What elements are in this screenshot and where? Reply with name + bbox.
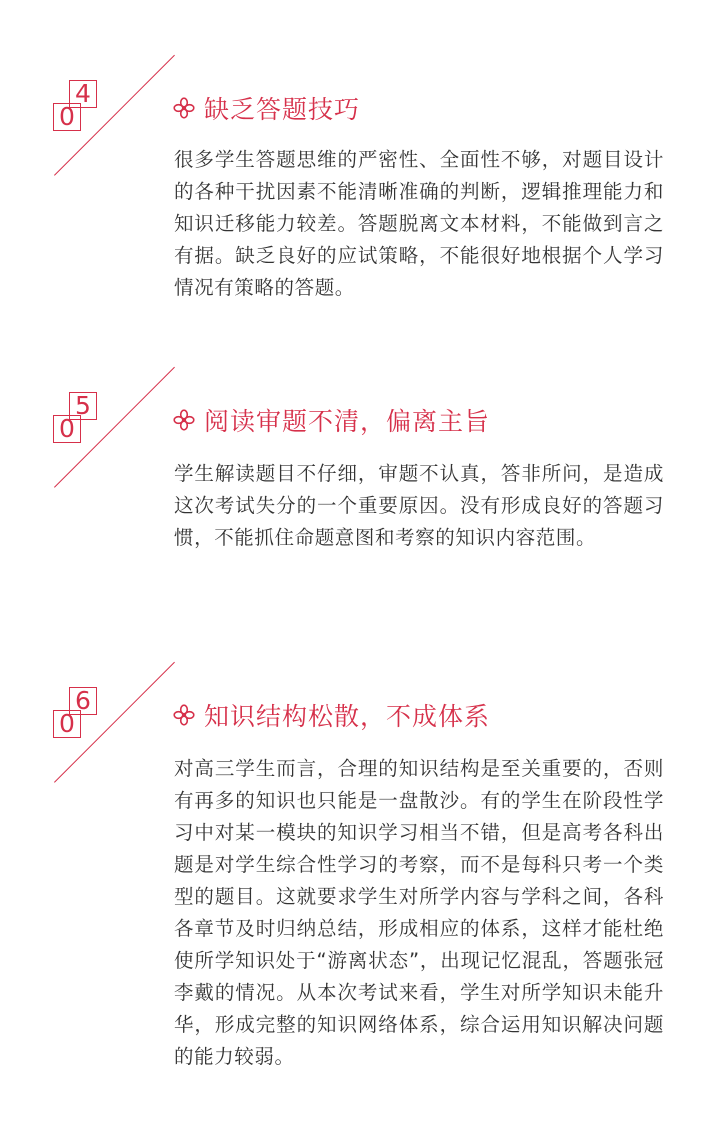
section-heading (172, 697, 490, 733)
section-title: 阅读审题不清，偏离主旨 (204, 407, 491, 436)
section-number-digit-2: 4 (69, 80, 97, 108)
section-body: 对高三学生而言，合理的知识结构是至关重要的，否则有再多的知识也只能是一盘散沙。有的学生在阶段性学习中对某一模块的知识学习相当不错，但是高考各科出题是对学生综合性学习的考察，而不是每科只考一个类型的题目。这就要求学生对所学内容与学科之间，各科各章节及时归纳总结，形成相应的体系，这样才能杜绝使所学知识处于“游离状态”，出现记忆混乱，答题张冠李戴的情况。从本次考试来看，学生对所学知识未能升华，形成完整的知识网络体系，综合运用知识解决问题的能力较弱。 (174, 757, 664, 1068)
section-number-digit-1: 0 (53, 415, 81, 443)
section-body: 学生解读题目不仔细，审题不认真，答非所问，是造成这次考试失分的一个重要原因。没有形成良好的答题习惯，不能抓住命题意图和考察的知识内容范围。 (174, 462, 664, 549)
section-heading (172, 90, 360, 126)
flower-icon (172, 408, 196, 432)
flower-icon (172, 96, 196, 120)
section-heading (172, 402, 490, 438)
section-number-digit-2: 5 (69, 392, 97, 420)
section-title: 缺乏答题技巧 (204, 95, 361, 124)
section-number-digit-2: 6 (69, 687, 97, 715)
section-number-digit-1: 0 (53, 710, 81, 738)
flower-icon (172, 703, 196, 727)
section-number-digit-1: 0 (53, 103, 81, 131)
section-title: 知识结构松散，不成体系 (204, 702, 491, 731)
section-body: 很多学生答题思维的严密性、全面性不够，对题目设计的各种干扰因素不能清晰准确的判断，逻辑推理能力和知识迁移能力较差。答题脱离文本材料，不能做到言之有据。缺乏良好的应试策略，不能很好地根据个人学习情况有策略的答题。 (174, 148, 664, 299)
